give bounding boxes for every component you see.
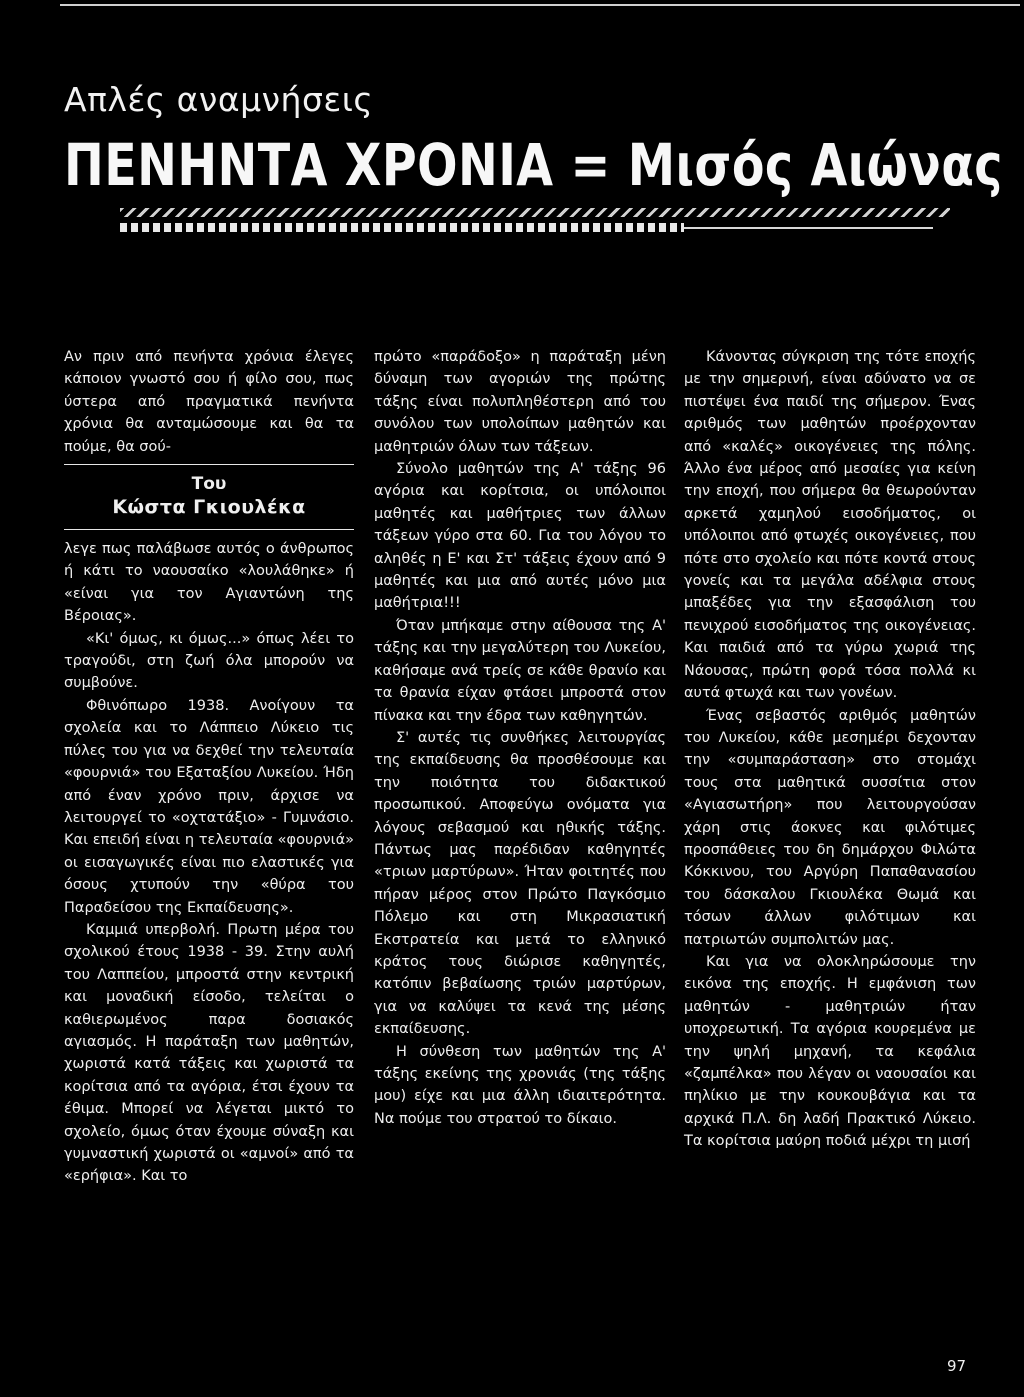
paragraph: Φθινόπωρο 1938. Ανοίγουν τα σχολεία και το Λάππειο Λύκειο τις πύλες του για να δεχθεί την τελευταία «φουρνιά» του Εξαταξίου Λυκείου. Ήδη από έναν χρόνο πριν, άρχισε να λειτουργεί το «οχτατάξιο» - Γυμνάσιο. Και επειδή είναι η τελευταία «φουρνιά» οι εισαγωγικές είναι πιο ελαστικές για όσους χτυπούν την «θύρα του Παραδείσου της Εκπαίδευσης».: [64, 697, 354, 916]
ornament-rule: [684, 227, 933, 229]
byline: [64, 464, 354, 530]
paragraph: Σύνολο μαθητών της Α' τάξης 96 αγόρια και κορίτσια, οι υπόλοιποι μαθητές και μαθήτριες των άλλων τάξεων γύρο στα 60. Για του λόγου το αληθές η Ε' και Στ' τάξεις έχουν από 9 μαθητές και μια από αυτές μόνο μια μαθήτρια!!!: [374, 461, 666, 612]
author-name: Κώστα Γκιουλέκα: [112, 496, 306, 519]
paragraph: Κάνοντας σύγκριση της τότε εποχής με την σημερινή, είναι αδύνατο να σε πιστέψει ένα παιδί της σήμερον. Ένας αριθμός των μαθητών προέρχονταν από «καλές» οικογένειες της πόλης. Άλλο ένα μέρος από μεσαίες για κείνη την εποχή, που σήμερα θα θεωρούνταν αρκετά χαμηλού εισοδήματος, οι υπόλοιποι από φτωχές οικογένειες, που πότε στο σχολείο και πότε κοντά στους γονείς και τα μεγάλα αδέλφια στους μπαξέδες για την εξασφάλιση του πενιχρού εισοδήματος της οικογένειας. Και παιδιά από τα γύρω χωριά της Νάουσας, πρώτη φορά τόσα πολλά κι αυτά φτωχά και των γονέων.: [684, 349, 976, 702]
zigzag-border: [120, 208, 950, 217]
paragraph: Όταν μπήκαμε στην αίθουσα της Α' τάξης και την μεγαλύτερη του Λυκείου, καθήσαμε ανά τρείς σε κάθε θρανίο και τα θρανία είχαν φτάσει μπροστά στον πίνακα και την έδρα των καθηγητών.: [374, 617, 666, 724]
byline-label: Του: [191, 474, 227, 495]
paragraph: λεγε πως παλάβωσε αυτός ο άνθρωπος ή κάτι το ναουσαίκο «λουλάθηκε» ή «είναι για τον Αγιαντώνη της Βέροιας».: [64, 541, 354, 625]
paragraph: Αν πριν από πενήντα χρόνια έλεγες κάποιον γνωστό σου ή φίλο σου, πως ύστερα από πραγματικά πενήντα χρόνια θα ανταμώσουμε και θα τα πούμε, θα σού-: [64, 349, 354, 455]
paragraph: Η σύνθεση των μαθητών της Α' τάξης εκείνης της χρονιάς (της τάξης μου) είχε και μια άλλη ιδιαιτερότητα. Να πούμε του στρατού το δίκαιο.: [374, 1043, 666, 1127]
paragraph: Καμμιά υπερβολή. Πρωτη μέρα του σχολικού έτους 1938 - 39. Στην αυλή του Λαππείου, μπροστά στην κεντρική και μοναδική είσοδο, τελείται ο καθιερωμένος παρα δοσιακός αγιασμός. Η παράταξη των μαθητών, χωριστά κατά τάξεις και χωριστά τα κορίτσια από τα αγόρια, έτσι έχουν τα έθιμα. Μπορεί να λέγεται μικτό το σχολείο, όμως όταν έχουμε σύναξη και γυμναστική χωριστά οι «αμνοί» από τα «ερήφια». Και το: [64, 921, 354, 1185]
paragraph: Και για να ολοκληρώσουμε την εικόνα της εποχής. Η εμφάνιση των μαθητών - μαθητριών ήταν υποχρεωτική. Τα αγόρια κουρεμένα με την ψηλή μηχανή, τα κεφάλια «ζαμπέλκα» που λέγαν οι ναουσαίοι και πηλίκιο με την κουκουβάγια και τα αρχικά Π.Λ. δη λαδή Πρακτικό Λύκειο. Τα κορίτσια μαύρη ποδιά μέχρι τη μισή: [684, 953, 976, 1150]
top-rule: [60, 4, 1020, 6]
section-subtitle: Απλές αναμνήσεις: [64, 80, 374, 119]
column-2: [374, 346, 666, 1130]
paragraph: «Κι' όμως, κι όμως...» όπως λέει το τραγούδι, στη ζωή όλα μπορούν να συμβούνε.: [64, 630, 354, 692]
paragraph: Σ' αυτές τις συνθήκες λειτουργίας της εκπαίδευσης θα προσθέσουμε και την ποιότητα του διδακτικού προσωπικού. Αποφεύγω ονόματα για λόγους σεβασμού και ηθικής τάξης. Πάντως μας παρέδιδαν καθηγητές «τριων μαρτύρων». Ήταν φοιτητές που πήραν μέρος στον Πρώτο Παγκόσμιο Πόλεμο και στη Μικρασιατική Εκστρατεία και μετά το ελληνικό κράτος τους διώρισε καθηγητές, κατόπιν βεβαίωσης τριών μαρτύρων, για να καλύψει τα κενά της μέσης εκπαίδευσης.: [374, 729, 666, 1038]
column-3: [684, 346, 976, 1153]
article-headline: ΠΕΝΗΝΤΑ ΧΡΟΝΙΑ = Μισός Αιώνας: [64, 131, 1003, 199]
page-number: 97: [947, 1357, 967, 1375]
paragraph: πρώτο «παράδοξο» η παράταξη μένη δύναμη των αγοριών της πρώτης τάξης είναι πολυπληθέστερη από του συνόλου των υπολοίπων μαθητών και μαθητριών όλων των τάξεων.: [374, 349, 666, 455]
diamond-border: [120, 223, 684, 232]
decorative-ornament: [120, 208, 950, 240]
column-1: [64, 346, 354, 1188]
paragraph: Ένας σεβαστός αριθμός μαθητών του Λυκείου, κάθε μεσημέρι δεχονταν την «συμπαράσταση» στο στομάχι τους στα μαθητικά συσσίτια στον «Αγιασωτήρη» που λειτουργούσαν χάρη στις άοκνες και φιλότιμες προσπάθειες του δη δημάρχου Φιλώτα Κόκκινου, του Αργύρη Παπαθανασίου του δάσκαλου Γκιουλέκα Θωμά και τόσων άλλων φιλότιμων και πατριωτών συμπολιτών μας.: [684, 707, 976, 948]
